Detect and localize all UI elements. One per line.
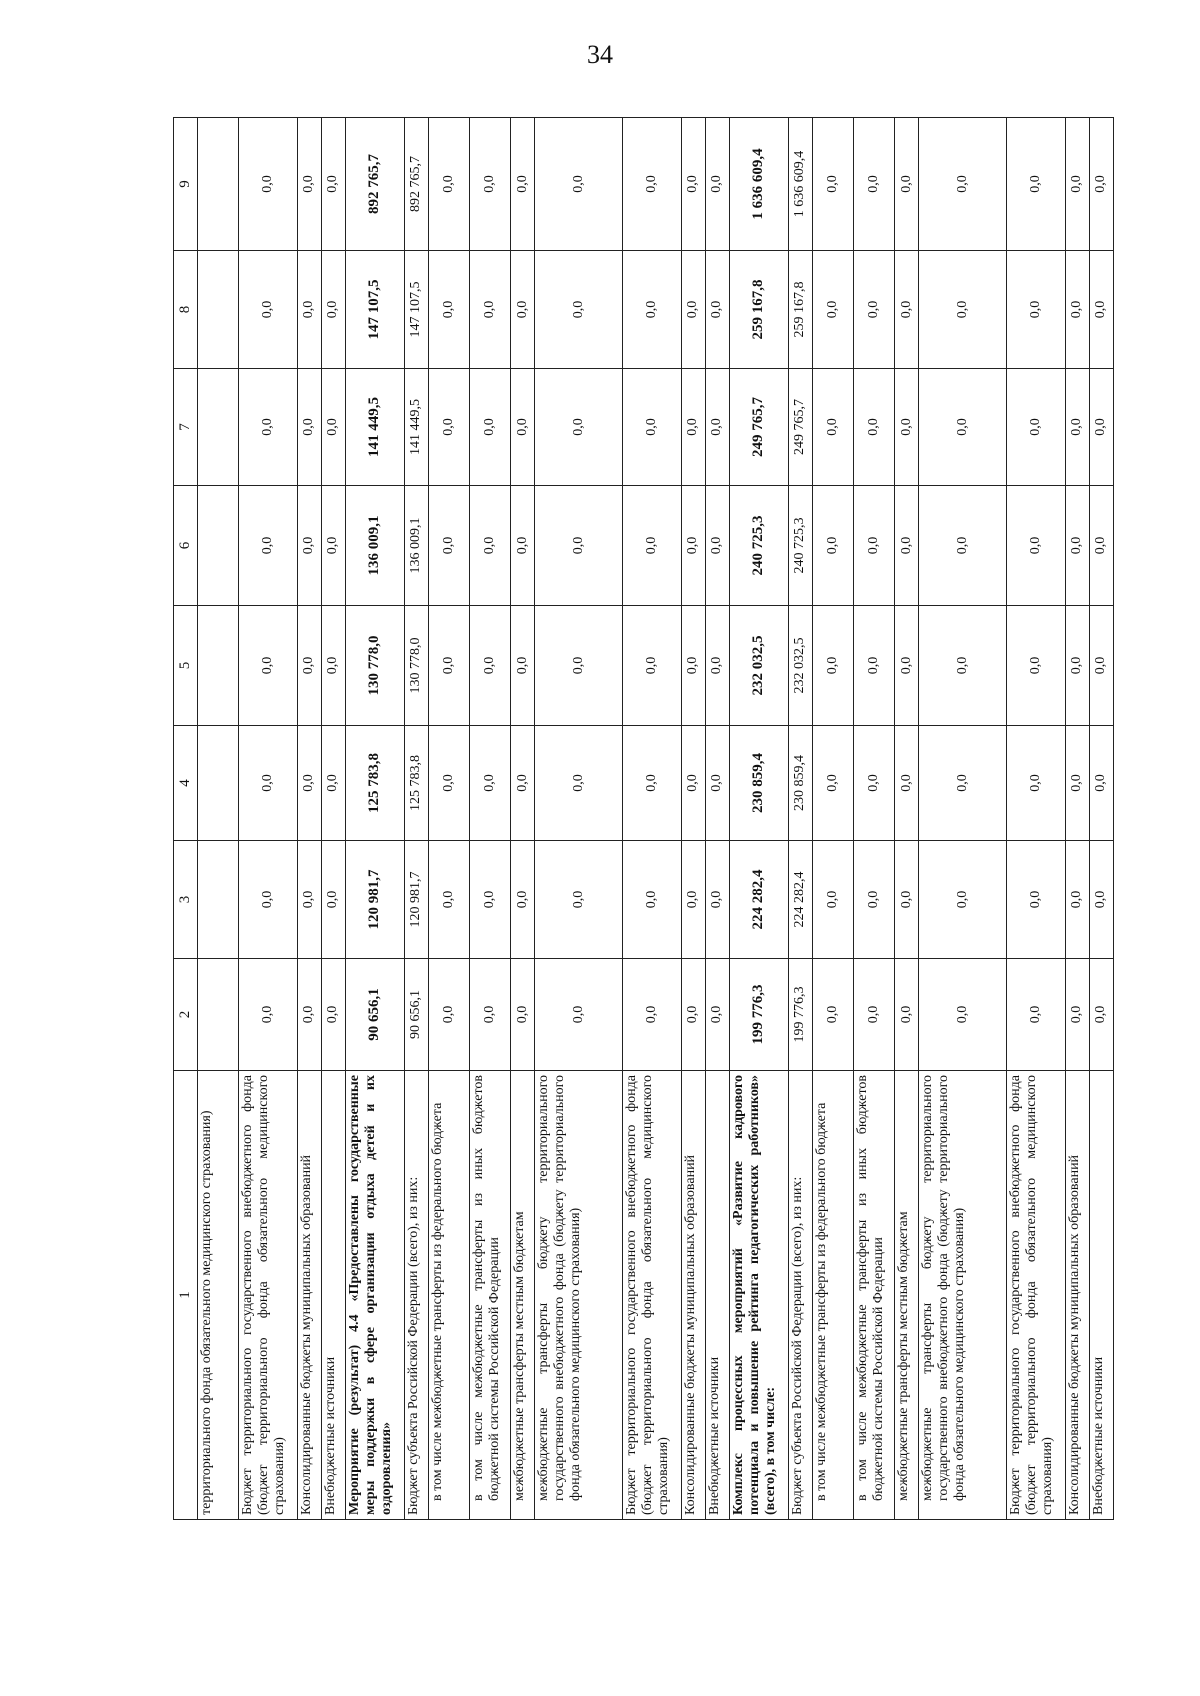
value-cell: 0,0 [705,369,729,486]
row-label: Бюджет территориального государственного внебюджетного фонда (бюджет территориального фонда обязательного медицинского страхования) [623,1071,682,1520]
value-cell: 0,0 [297,118,321,251]
value-cell: 120 981,7 [404,841,428,959]
table-row [428,118,469,1520]
value-cell: 0,0 [535,841,623,959]
row-label: в том числе межбюджетные трансферты из федерального бюджета [428,1071,469,1520]
value-cell: 230 859,4 [729,726,788,841]
row-label: Консолидированные бюджеты муниципальных образований [297,1071,321,1520]
table-row [729,118,788,1520]
row-label: Бюджет территориального государственного внебюджетного фонда (бюджет территориального фонда обязательного медицинского страхования) [239,1071,298,1520]
value-cell: 0,0 [469,726,510,841]
value-cell: 0,0 [681,251,705,369]
row-label: в том числе межбюджетные трансферты из иных бюджетов бюджетной системы Российской Федерации [469,1071,510,1520]
value-cell: 892 765,7 [404,118,428,251]
row-label: Бюджет территориального государственного внебюджетного фонда (бюджет территориального фонда обязательного медицинского страхования) [1007,1071,1066,1520]
value-cell: 0,0 [812,726,853,841]
value-cell: 199 776,3 [729,959,788,1071]
value-cell: 0,0 [919,251,1007,369]
value-cell: 0,0 [623,486,682,606]
value-cell: 0,0 [1065,118,1089,251]
value-cell: 0,0 [919,841,1007,959]
row-label: межбюджетные трансферты бюджету территориального государственного внебюджетного фонда (бюджету территориального фонда обязательного медицинского страхования) [535,1071,623,1520]
value-cell: 0,0 [535,369,623,486]
table-row [812,118,853,1520]
value-cell: 0,0 [812,959,853,1071]
table-row [705,118,729,1520]
value-cell: 0,0 [919,118,1007,251]
value-cell: 0,0 [895,486,919,606]
table-row [623,118,682,1520]
value-cell: 0,0 [1065,251,1089,369]
value-cell: 0,0 [853,959,894,1071]
value-cell [198,486,239,606]
value-cell [198,841,239,959]
value-cell: 0,0 [535,726,623,841]
value-cell: 0,0 [919,369,1007,486]
value-cell: 249 765,7 [729,369,788,486]
value-cell: 0,0 [681,606,705,726]
value-cell: 240 725,3 [729,486,788,606]
row-label: межбюджетные трансферты бюджету территориального государственного внебюджетного фонда (бюджету территориального фонда обязательного медицинского страхования) [919,1071,1007,1520]
value-cell: 147 107,5 [345,251,404,369]
value-cell: 0,0 [297,369,321,486]
row-label: Консолидированные бюджеты муниципальных образований [1065,1071,1089,1520]
value-cell: 0,0 [895,369,919,486]
value-cell: 224 282,4 [729,841,788,959]
table-row [469,118,510,1520]
value-cell: 120 981,7 [345,841,404,959]
value-cell: 0,0 [623,726,682,841]
value-cell: 0,0 [1007,369,1066,486]
value-cell: 0,0 [297,486,321,606]
budget-table [173,117,1114,1520]
row-label: Бюджет субъекта Российской Федерации (всего), из них: [788,1071,812,1520]
value-cell: 259 167,8 [788,251,812,369]
value-cell: 230 859,4 [788,726,812,841]
table-row [297,118,321,1520]
table-body [174,118,1114,1520]
value-cell: 0,0 [1065,726,1089,841]
value-cell: 0,0 [1089,606,1113,726]
row-label: Бюджет субъекта Российской Федерации (всего), из них: [404,1071,428,1520]
table-row [239,118,298,1520]
value-cell: 0,0 [511,369,535,486]
header-row [174,118,198,1520]
value-cell: 0,0 [623,118,682,251]
value-cell: 0,0 [511,606,535,726]
value-cell [198,726,239,841]
value-cell: 0,0 [812,486,853,606]
value-cell: 199 776,3 [788,959,812,1071]
value-cell: 0,0 [321,726,345,841]
table-row [681,118,705,1520]
value-cell: 0,0 [895,606,919,726]
value-cell: 0,0 [428,251,469,369]
value-cell: 0,0 [535,486,623,606]
value-cell: 0,0 [705,606,729,726]
value-cell: 0,0 [853,726,894,841]
value-cell: 130 778,0 [345,606,404,726]
value-cell: 0,0 [705,726,729,841]
value-cell: 232 032,5 [729,606,788,726]
value-cell [198,118,239,251]
value-cell: 0,0 [1007,841,1066,959]
value-cell: 0,0 [705,251,729,369]
value-cell: 0,0 [919,486,1007,606]
value-cell: 0,0 [469,118,510,251]
value-cell: 136 009,1 [404,486,428,606]
row-label: Мероприятие (результат) 4.4 «Предоставлены государственные меры поддержки в сфере организации отдыха детей и их оздоровления» [345,1071,404,1520]
row-label: межбюджетные трансферты местным бюджетам [895,1071,919,1520]
column-header-3: 3 [174,841,198,959]
value-cell: 0,0 [853,606,894,726]
value-cell: 0,0 [1065,606,1089,726]
value-cell: 0,0 [1065,486,1089,606]
table-row [919,118,1007,1520]
row-label: Комплекс процессных мероприятий «Развитие кадрового потенциала и повышение рейтинга педагогических работников» (всего), в том числе: [729,1071,788,1520]
value-cell: 0,0 [812,251,853,369]
value-cell: 0,0 [511,486,535,606]
value-cell [198,251,239,369]
row-label: Внебюджетные источники [1089,1071,1113,1520]
value-cell: 0,0 [1007,726,1066,841]
value-cell: 240 725,3 [788,486,812,606]
value-cell: 0,0 [239,486,298,606]
value-cell: 0,0 [469,251,510,369]
value-cell: 0,0 [705,118,729,251]
value-cell: 0,0 [623,841,682,959]
table-row [511,118,535,1520]
value-cell: 0,0 [919,606,1007,726]
column-header-7: 7 [174,369,198,486]
value-cell: 0,0 [428,486,469,606]
value-cell: 90 656,1 [404,959,428,1071]
value-cell: 232 032,5 [788,606,812,726]
row-label: в том числе межбюджетные трансферты из иных бюджетов бюджетной системы Российской Федерации [853,1071,894,1520]
value-cell: 0,0 [321,606,345,726]
value-cell: 0,0 [511,251,535,369]
value-cell: 141 449,5 [345,369,404,486]
value-cell: 0,0 [239,251,298,369]
row-label: территориального фонда обязательного медицинского страхования) [198,1071,239,1520]
page-number: 34 [587,40,613,69]
value-cell: 0,0 [428,118,469,251]
value-cell: 0,0 [239,118,298,251]
table-row [1007,118,1066,1520]
value-cell: 0,0 [1007,606,1066,726]
value-cell: 0,0 [239,369,298,486]
value-cell: 0,0 [321,959,345,1071]
value-cell: 0,0 [895,118,919,251]
column-header-4: 4 [174,726,198,841]
value-cell: 0,0 [321,369,345,486]
value-cell: 0,0 [853,841,894,959]
column-header-1: 1 [174,1071,198,1520]
value-cell: 0,0 [623,369,682,486]
value-cell: 0,0 [469,369,510,486]
value-cell [198,369,239,486]
value-cell: 0,0 [1065,369,1089,486]
value-cell: 0,0 [812,841,853,959]
value-cell: 0,0 [705,959,729,1071]
value-cell: 0,0 [535,959,623,1071]
value-cell: 0,0 [297,606,321,726]
value-cell: 0,0 [297,251,321,369]
value-cell: 0,0 [623,959,682,1071]
value-cell: 0,0 [1007,486,1066,606]
value-cell: 136 009,1 [345,486,404,606]
value-cell: 0,0 [705,841,729,959]
table-row [788,118,812,1520]
table-row [198,118,239,1520]
value-cell: 0,0 [297,726,321,841]
value-cell: 0,0 [1089,841,1113,959]
value-cell: 0,0 [239,959,298,1071]
value-cell: 1 636 609,4 [729,118,788,251]
row-label: межбюджетные трансферты местным бюджетам [511,1071,535,1520]
column-header-5: 5 [174,606,198,726]
value-cell: 0,0 [895,841,919,959]
value-cell: 0,0 [469,486,510,606]
value-cell: 0,0 [1065,841,1089,959]
value-cell: 0,0 [511,118,535,251]
value-cell: 0,0 [681,369,705,486]
value-cell: 0,0 [681,118,705,251]
value-cell: 0,0 [1089,118,1113,251]
value-cell: 0,0 [1089,251,1113,369]
column-header-2: 2 [174,959,198,1071]
value-cell [198,606,239,726]
value-cell: 249 765,7 [788,369,812,486]
value-cell: 0,0 [1089,959,1113,1071]
row-label: Внебюджетные источники [321,1071,345,1520]
value-cell: 0,0 [1089,726,1113,841]
table-row [345,118,404,1520]
value-cell: 0,0 [239,606,298,726]
column-header-6: 6 [174,486,198,606]
value-cell: 130 778,0 [404,606,428,726]
value-cell: 0,0 [919,959,1007,1071]
row-label: Внебюджетные источники [705,1071,729,1520]
value-cell: 0,0 [321,251,345,369]
value-cell: 0,0 [469,841,510,959]
value-cell: 0,0 [297,959,321,1071]
column-header-8: 8 [174,251,198,369]
table-row [321,118,345,1520]
value-cell: 0,0 [853,251,894,369]
rotated-table-container [173,118,1113,1520]
value-cell: 0,0 [469,959,510,1071]
value-cell: 0,0 [1007,959,1066,1071]
value-cell: 0,0 [705,486,729,606]
value-cell: 0,0 [681,959,705,1071]
value-cell: 0,0 [511,841,535,959]
value-cell: 0,0 [511,726,535,841]
value-cell: 259 167,8 [729,251,788,369]
value-cell: 0,0 [681,486,705,606]
value-cell: 0,0 [1007,251,1066,369]
value-cell: 0,0 [895,726,919,841]
value-cell: 892 765,7 [345,118,404,251]
value-cell: 224 282,4 [788,841,812,959]
value-cell: 0,0 [321,841,345,959]
value-cell: 0,0 [321,118,345,251]
value-cell: 0,0 [1089,369,1113,486]
value-cell: 0,0 [428,841,469,959]
row-label: Консолидированные бюджеты муниципальных образований [681,1071,705,1520]
value-cell: 0,0 [511,959,535,1071]
value-cell: 0,0 [428,726,469,841]
value-cell: 0,0 [853,118,894,251]
value-cell: 0,0 [681,841,705,959]
table-row [853,118,894,1520]
value-cell: 0,0 [297,841,321,959]
value-cell: 0,0 [535,251,623,369]
value-cell: 141 449,5 [404,369,428,486]
value-cell: 0,0 [239,841,298,959]
value-cell: 0,0 [1065,959,1089,1071]
column-header-9: 9 [174,118,198,251]
value-cell: 0,0 [469,606,510,726]
value-cell: 0,0 [681,726,705,841]
value-cell: 125 783,8 [345,726,404,841]
value-cell: 0,0 [812,606,853,726]
value-cell: 1 636 609,4 [788,118,812,251]
value-cell: 0,0 [812,118,853,251]
value-cell: 0,0 [812,369,853,486]
value-cell: 125 783,8 [404,726,428,841]
value-cell: 90 656,1 [345,959,404,1071]
value-cell: 0,0 [895,959,919,1071]
value-cell: 0,0 [239,726,298,841]
table-row [404,118,428,1520]
value-cell: 0,0 [428,369,469,486]
value-cell: 147 107,5 [404,251,428,369]
value-cell: 0,0 [895,251,919,369]
value-cell: 0,0 [535,118,623,251]
row-label: в том числе межбюджетные трансферты из федерального бюджета [812,1071,853,1520]
value-cell: 0,0 [428,606,469,726]
value-cell: 0,0 [623,251,682,369]
value-cell: 0,0 [321,486,345,606]
value-cell: 0,0 [1007,118,1066,251]
value-cell: 0,0 [428,959,469,1071]
table-row [895,118,919,1520]
value-cell: 0,0 [623,606,682,726]
table-row [1065,118,1089,1520]
value-cell [198,959,239,1071]
value-cell: 0,0 [919,726,1007,841]
table-row [535,118,623,1520]
value-cell: 0,0 [853,369,894,486]
table-row [1089,118,1113,1520]
value-cell: 0,0 [1089,486,1113,606]
value-cell: 0,0 [535,606,623,726]
value-cell: 0,0 [853,486,894,606]
